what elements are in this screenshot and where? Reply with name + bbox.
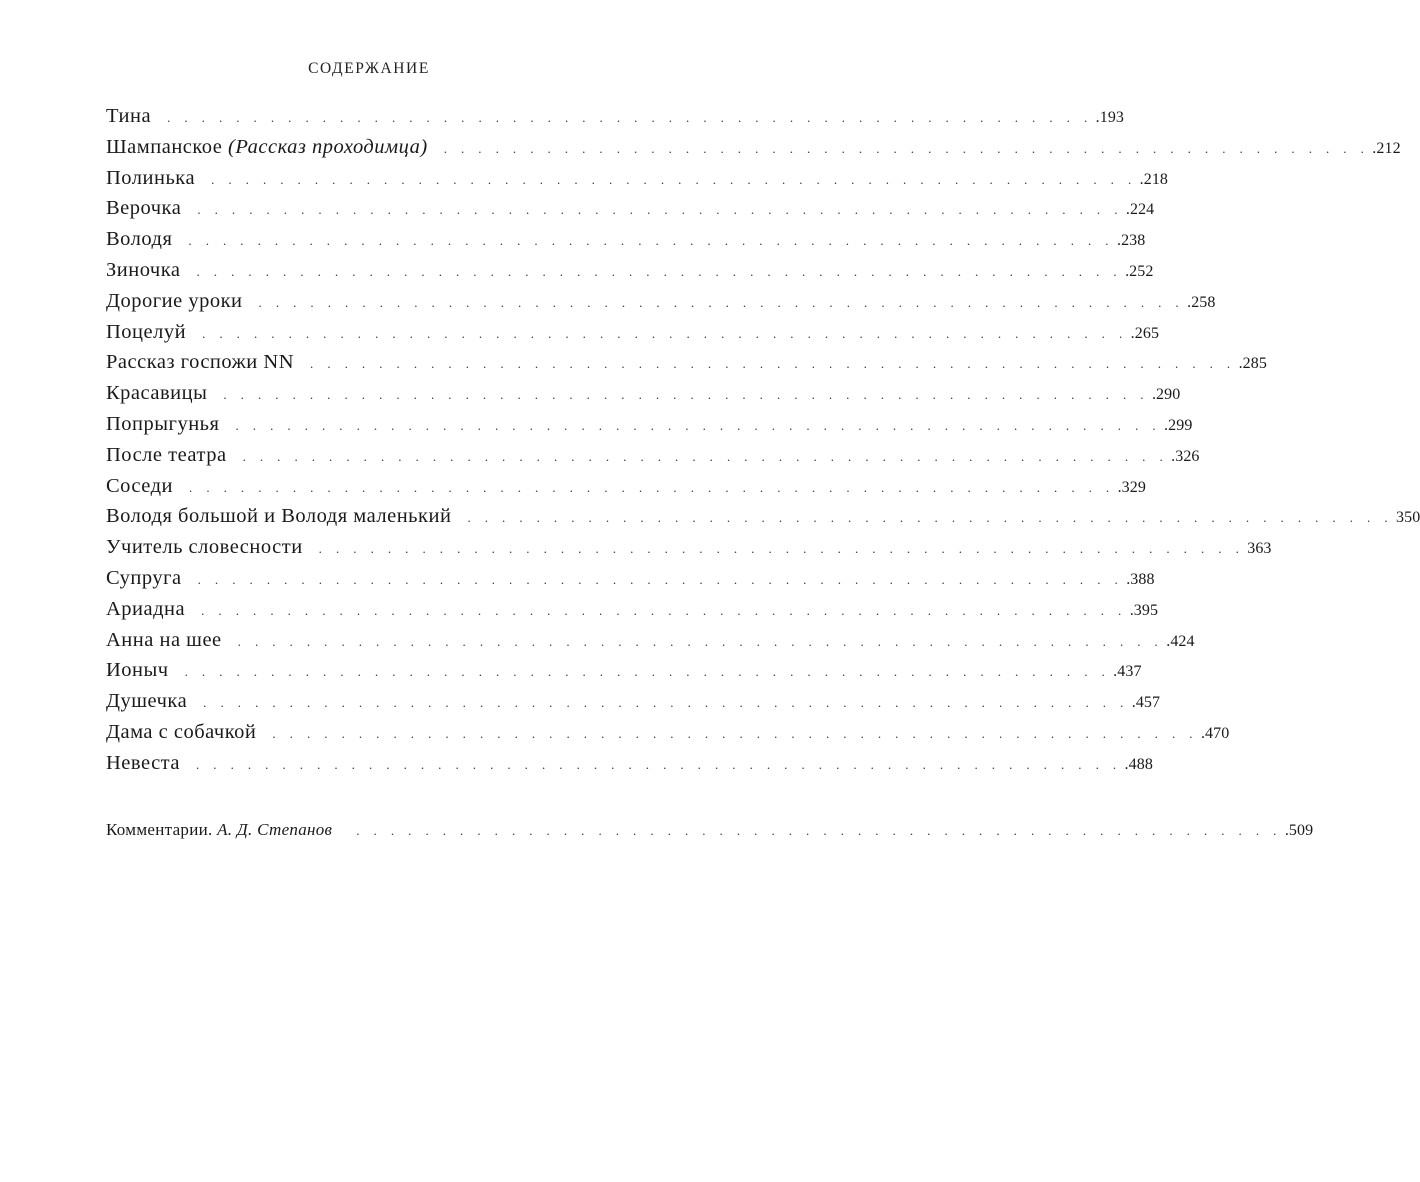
toc-entry-page: .395 [1129,601,1159,619]
toc-entry-page: .424 [1166,632,1195,650]
toc-entry [106,166,1169,198]
toc-entry [106,659,1142,690]
toc-entry [106,820,1314,851]
toc-entry-title: Попрыгунья [106,412,220,435]
dot-leader: . . . . . . . . . . . . . . . . . . . . . . . . . . . . . . . . . . . . . . . . . . . . . . . . . . . . . . [242,448,1169,464]
toc-entry [106,351,1267,382]
toc-entry-page: 363 [1247,540,1272,558]
toc-entry-title: Соседи [106,474,174,497]
dot-leader: . . . . . . . . . . . . . . . . . . . . . . . . . . . . . . . . . . . . . . . . . . . . . . . . . . . . . . [443,140,1370,156]
dot-leader: . . . . . . . . . . . . . . . . . . . . . . . . . . . . . . . . . . . . . . . . . . . . . . . . . . . . . . [203,695,1129,711]
dot-leader: . . . . . . . . . . . . . . . . . . . . . . . . . . . . . . . . . . . . . . . . . . . . . . . . . . . . . . [197,202,1123,218]
dot-leader: . . . . . . . . . . . . . . . . . . . . . . . . . . . . . . . . . . . . . . . . . . . . . . . . . . . . . . [310,356,1236,372]
toc-entry [106,566,1155,598]
dot-leader: . . . . . . . . . . . . . . . . . . . . . . . . . . . . . . . . . . . . . . . . . . . . . . . . . . . . . . [195,756,1122,772]
toc-entry-title: Ионыч [106,659,169,682]
toc-entry [106,597,1159,629]
dot-leader: . . . . . . . . . . . . . . . . . . . . . . . . . . . . . . . . . . . . . . . . . . . . . . . . . . . . . . [189,479,1115,495]
dot-leader: . . . . . . . . . . . . . . . . . . . . . . . . . . . . . . . . . . . . . . . . . . . . . . . . . . . . . . [356,823,1282,838]
toc-entry-title: Душечка [106,690,188,713]
dot-leader: . . . . . . . . . . . . . . . . . . . . . . . . . . . . . . . . . . . . . . . . . . . . . . . . . . . . . . [258,294,1185,310]
toc-entry-page: .193 [1095,109,1125,126]
comments-label: Комментарии. [106,820,213,839]
toc-entry [106,628,1195,660]
toc-entry-subtitle: (Рассказ проходимца) [228,135,428,158]
contents-heading: СОДЕРЖАНИЕ [308,60,430,77]
comments-title [106,820,332,840]
table-of-contents [106,105,1420,783]
toc-entry-page: .285 [1238,355,1267,373]
dot-leader: . . . . . . . . . . . . . . . . . . . . . . . . . . . . . . . . . . . . . . . . . . . . . . . . . . . . . . [272,725,1198,741]
toc-entry [106,197,1155,228]
comments-author: А. Д. Степанов [217,820,333,839]
dot-leader: . . . . . . . . . . . . . . . . . . . . . . . . . . . . . . . . . . . . . . . . . . . . . . . . . . . . . . [196,263,1123,279]
toc-entry [106,412,1193,444]
comments-page: .509 [1284,822,1314,839]
comments-entry [106,820,1314,851]
toc-entry-title: Супруга [106,566,182,589]
toc-entry-title: Тина [106,105,152,127]
dot-leader: . . . . . . . . . . . . . . . . . . . . . . . . . . . . . . . . . . . . . . . . . . . . . . . . . . . . . . [184,664,1111,680]
toc-entry [106,690,1161,721]
dot-leader: . . . . . . . . . . . . . . . . . . . . . . . . . . . . . . . . . . . . . . . . . . . . . . . . . . . . . . [318,541,1245,557]
toc-entry-title: Учитель словесности [106,536,303,559]
toc-entry-page: .258 [1187,293,1216,311]
dot-leader: . . . . . . . . . . . . . . . . . . . . . . . . . . . . . . . . . . . . . . . . . . . . . . . . . . . . . . [211,171,1137,187]
toc-entry [106,720,1230,752]
toc-entry-title: Поцелуй [106,320,187,343]
toc-entry [106,536,1272,567]
toc-entry-page: .326 [1171,447,1200,465]
dot-leader: . . . . . . . . . . . . . . . . . . . . . . . . . . . . . . . . . . . . . . . . . . . . . . . . . . . . . . [202,325,1128,341]
dot-leader: . . . . . . . . . . . . . . . . . . . . . . . . . . . . . . . . . . . . . . . . . . . . . . . . . . . . . . [223,387,1149,403]
toc-entry-title: Красавицы [106,382,208,405]
dot-leader: . . . . . . . . . . . . . . . . . . . . . . . . . . . . . . . . . . . . . . . . . . . . . . . . . . . . . . [201,602,1127,618]
toc-entry-page: .457 [1131,694,1161,712]
toc-entry-title: После театра [106,443,227,466]
dot-leader: . . . . . . . . . . . . . . . . . . . . . . . . . . . . . . . . . . . . . . . . . . . . . . . . . . . . . . [197,571,1124,587]
toc-entry [106,382,1181,413]
toc-entry-title: Дорогие уроки [106,289,243,312]
toc-entry-title: Верочка [106,197,182,220]
toc-entry-title: Володя большой и Володя маленький [106,505,452,528]
dot-leader: . . . . . . . . . . . . . . . . . . . . . . . . . . . . . . . . . . . . . . . . . . . . . . . . . . . . . . [167,110,1093,125]
toc-entry-page: .212 [1372,139,1401,157]
toc-entry-title: Дама с собачкой [106,720,257,743]
toc-entry-page: .290 [1151,386,1181,404]
toc-entry [106,228,1146,259]
toc-entry-page: .238 [1116,232,1146,250]
toc-entry-title: Анна на шее [106,628,222,651]
dot-leader: . . . . . . . . . . . . . . . . . . . . . . . . . . . . . . . . . . . . . . . . . . . . . . . . . . . . . . [467,510,1393,526]
toc-entry-page: .265 [1130,324,1160,342]
toc-entry-page: .252 [1125,262,1154,280]
toc-entry-page: .488 [1124,755,1153,773]
toc-entry-title: Володя [106,228,173,251]
toc-entry-title: Рассказ госпожи NN [106,351,295,374]
toc-entry-page: .299 [1164,416,1193,434]
toc-entry [106,443,1200,475]
toc-entry-title: Шампанское (Рассказ проходимца) [106,135,428,158]
dot-leader: . . . . . . . . . . . . . . . . . . . . . . . . . . . . . . . . . . . . . . . . . . . . . . . . . . . . . . [188,233,1114,249]
toc-entry-page: .437 [1113,663,1142,681]
toc-entry-page: .224 [1125,201,1155,219]
toc-entry-page: .388 [1126,570,1155,588]
toc-entry [106,105,1125,136]
toc-entry-title: Ариадна [106,597,186,620]
toc-entry-title: Невеста [106,751,180,774]
toc-entry [106,289,1216,321]
toc-entry [106,751,1153,783]
toc-entry-title: Полинька [106,166,196,189]
toc-entry-page: .218 [1139,170,1169,188]
dot-leader: . . . . . . . . . . . . . . . . . . . . . . . . . . . . . . . . . . . . . . . . . . . . . . . . . . . . . . [235,417,1162,433]
toc-entry [106,320,1160,352]
toc-entry-title: Зиночка [106,258,181,281]
dot-leader: . . . . . . . . . . . . . . . . . . . . . . . . . . . . . . . . . . . . . . . . . . . . . . . . . . . . . . [237,633,1164,649]
toc-entry [106,258,1154,290]
toc-entry [106,135,1401,167]
toc-entry [106,505,1420,536]
toc-entry [106,474,1146,506]
toc-entry-page: 350 [1396,509,1420,527]
toc-entry-page: .329 [1117,478,1146,496]
toc-entry-page: .470 [1200,724,1230,742]
